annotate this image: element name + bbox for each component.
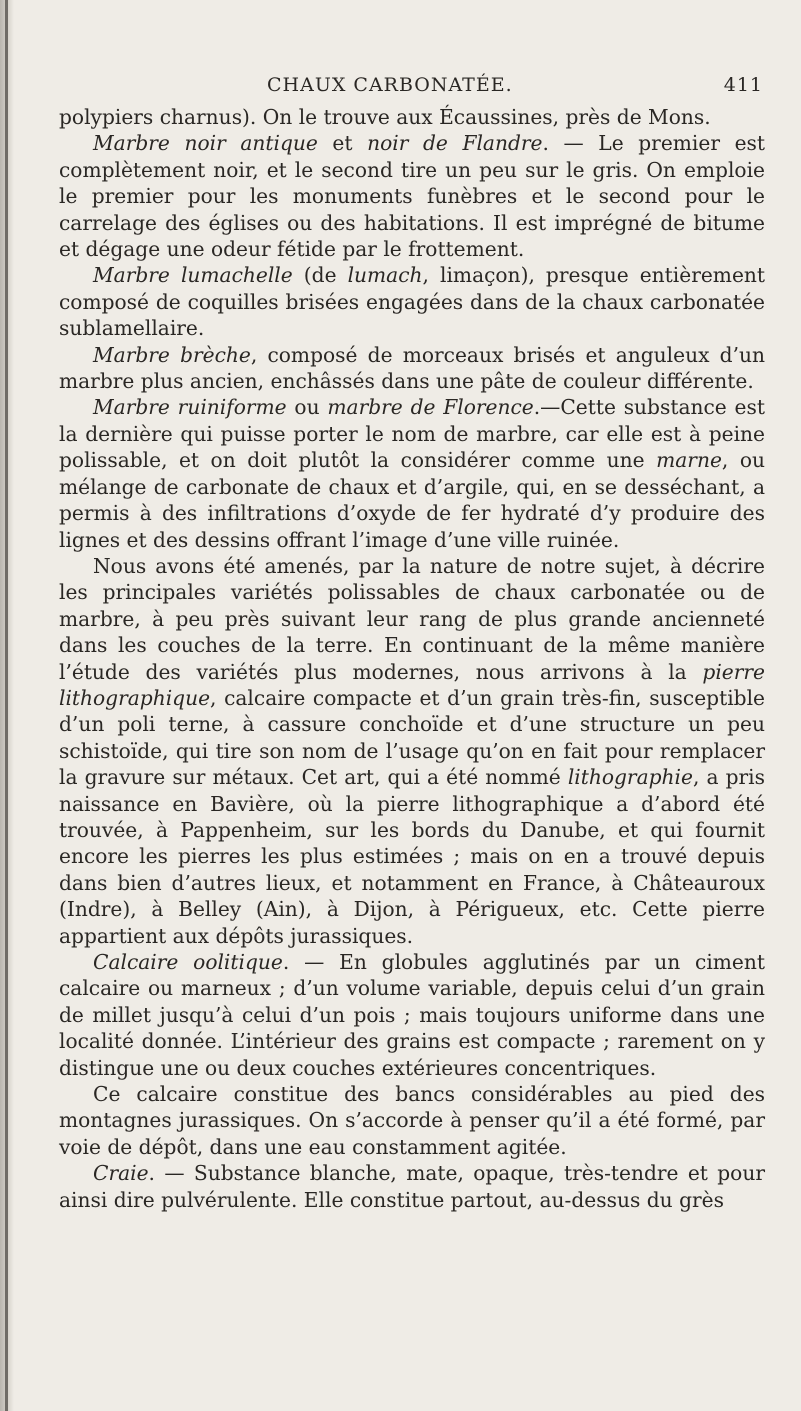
paragraph-marbre-breche: [59, 342, 765, 395]
italic-term: noir de Flandre: [367, 131, 543, 156]
paragraph-marbre-noir: [59, 130, 765, 262]
italic-term: Marbre lumachelle: [93, 263, 293, 288]
text-run: polypiers charnus). On le trouve aux Écaussines, près de Mons.: [59, 105, 711, 129]
body-text: [59, 104, 765, 1213]
italic-term: Marbre noir antique: [93, 131, 318, 156]
text-run: , composé de morceaux brisés et anguleux d’un marbre plus ancien, enchâssés dans une pâte de couleur différente.: [59, 342, 765, 394]
italic-term: Calcaire oolitique: [93, 950, 283, 974]
book-page: [59, 70, 765, 1213]
page-number: 411: [723, 74, 763, 96]
text-run: Ce calcaire constitue des bancs considérables au pied des montagnes jurassiques. On s’accorde à penser qu’il a été formé, par voie de dépôt, dans une eau constamment agitée.: [59, 1082, 765, 1159]
italic-term: Marbre brèche: [93, 342, 251, 367]
italic-term: lithographie: [567, 765, 693, 790]
text-run: .—Cette substance est la dernière qui puisse porter le nom de marbre, car elle est à peine polissable, et on doit plutôt la considérer comme une: [59, 395, 765, 473]
text-run: Nous avons été amenés, par la nature de notre sujet, à décrire les principales variétés polissables de chaux carbonatée ou de marbre, à peu près suivant leur rang de plus grande ancienneté dans les couches de la terre. En continuant de la même manière l’étude des variétés plus modernes, nous arrivons à la: [59, 553, 765, 684]
paragraph-marbre-lumachelle: [59, 262, 765, 341]
italic-term: Marbre ruiniforme: [93, 395, 287, 420]
paragraph-marbre-ruiniforme: [59, 394, 765, 552]
text-run: et: [317, 131, 368, 156]
text-run: . — Le premier est complètement noir, et le second tire un peu sur le gris. On emploie le premier pour les monuments funèbres et le second pour le carrelage des églises ou des habitations. Il est imprégné de bitume et dégage une odeur fétide par le frottement.: [59, 131, 765, 262]
paragraph-pierre-lithographique: [59, 553, 765, 949]
text-run: , a pris naissance en Bavière, où la pierre lithographique a d’abord été trouvée, à Pappenheim, sur les bords du Danube, et qui fournit encore les pierres les plus estimées ; mais on en a trouvé depuis dans bien d’autres lieux, et notamment en France, à Châteauroux (Indre), à Belley (Ain), à Dijon, à Périgueux, etc. Cette pierre appartient aux dépôts jurassiques.: [59, 765, 766, 948]
text-run: ou: [286, 395, 328, 420]
text-run: , calcaire compacte et d’un grain très-fin, susceptible d’un poli terne, à cassure conchoïde et d’une structure un peu schistoïde, qui tire son nom de l’usage qu’on en fait pour remplacer la gravure sur métaux. Cet art, qui a été nommé: [59, 685, 765, 790]
running-title: CHAUX CARBONATÉE.: [267, 74, 513, 96]
italic-term: pierre lithographique: [59, 659, 765, 710]
paragraph-craie: [59, 1160, 765, 1213]
text-run: , limaçon), presque entièrement composé de coquilles brisées engagées dans de la chaux carbonatée sublamellaire.: [59, 263, 765, 341]
italic-term: marne: [656, 448, 722, 473]
text-run: (de: [292, 263, 348, 288]
text-run: . — En globules agglutinés par un ciment calcaire ou marneux ; d’un volume variable, depuis celui d’un grain de millet jusqu’à celui d’un pois ; mais toujours uniforme dans une localité donnée. L’intérieur des grains est compacte ; rarement on y distingue une ou deux couches extérieures concentriques.: [59, 950, 765, 1080]
text-run: . — Substance blanche, mate, opaque, très-tendre et pour ainsi dire pulvérulente. Elle constitue partout, au-dessus du grès: [59, 1161, 765, 1212]
paragraph-continuation: [59, 104, 765, 130]
italic-term: Craie: [93, 1161, 149, 1186]
book-binding-edge: [5, 0, 8, 1411]
paragraph-calcaire-oolitique: [59, 949, 765, 1081]
running-head: [59, 70, 765, 104]
text-run: , ou mélange de carbonate de chaux et d’argile, qui, en se desséchant, a permis à des infiltrations d’oxyde de fer hydraté d’y produire des lignes et des dessins offrant l’image d’une ville ruinée.: [59, 448, 765, 552]
italic-term: marbre de Florence: [327, 395, 534, 420]
paragraph-bancs-jurassiques: [59, 1081, 765, 1160]
italic-term: lumach: [347, 263, 423, 288]
